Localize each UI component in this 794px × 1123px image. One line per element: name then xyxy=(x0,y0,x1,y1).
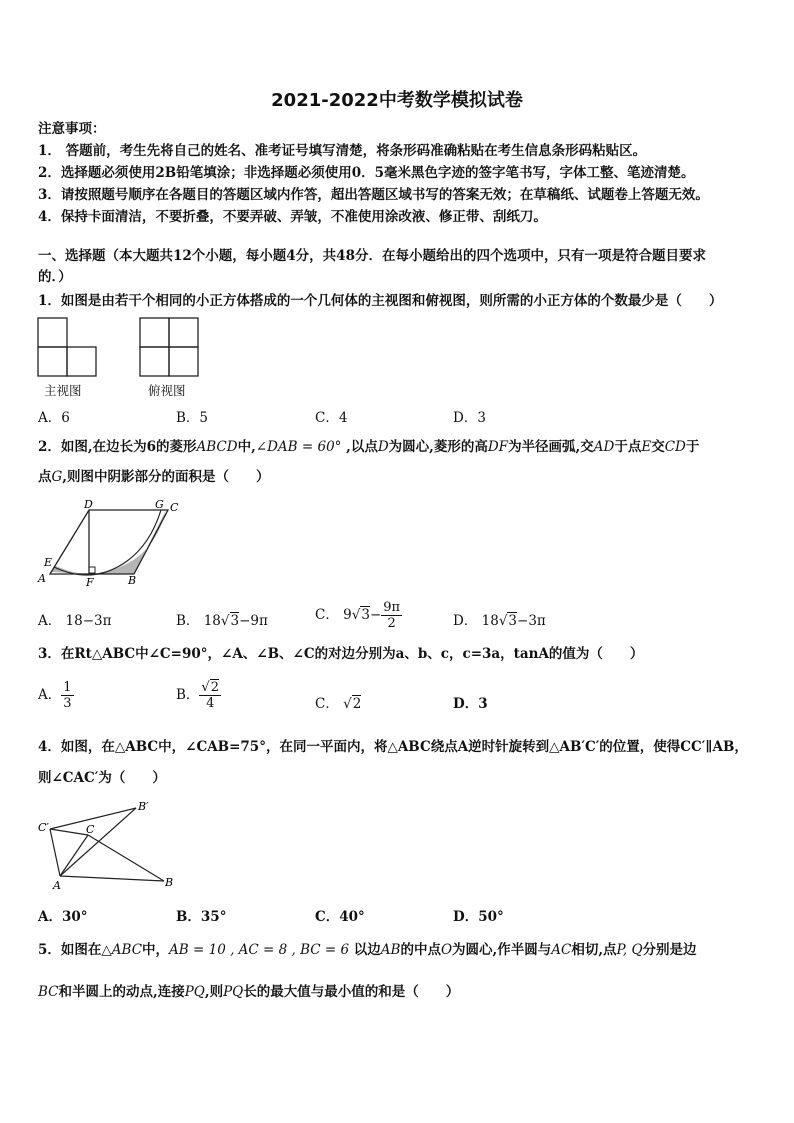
q2-option-a: A． 18−3π xyxy=(38,613,112,629)
q5-text-line1: 5．如图在△ABC中，AB = 10 , AC = 8 , BC = 6 以边AB的中点O为圆心,作半圆与AC相切,点P, Q分别是边 xyxy=(38,942,697,958)
q1-front-view-figure xyxy=(36,316,100,378)
q3-option-b: B． $\frac{√2}{4}$ xyxy=(176,680,219,711)
q1-top-view-label: 俯视图 xyxy=(148,383,186,398)
q3-option-a: A． $\frac{1}{3}$ xyxy=(38,680,72,711)
q4-option-d: D．50° xyxy=(453,909,504,925)
q4-label-a: A xyxy=(53,879,61,892)
q4-option-c: C．40° xyxy=(315,909,365,925)
q1-option-d: D．3 xyxy=(453,410,486,426)
q1-option-b: B．5 xyxy=(176,410,209,426)
q1-front-view-label: 主视图 xyxy=(44,383,82,398)
q2-option-b: B． 18√3−9π xyxy=(176,613,268,629)
q4-option-b: B．35° xyxy=(176,909,227,925)
q2-option-c: C． 9√3− $\frac{9\pi}{2}$ xyxy=(315,600,401,631)
q1-option-a: A．6 xyxy=(38,410,70,426)
q2-text-line2: 点G,则图中阴影部分的面积是（ ） xyxy=(38,469,270,485)
q2-label-g: G xyxy=(155,498,164,511)
q3-text: 3．在Rt△ABC中∠C=90°，∠A、∠B、∠C的对边分别为a、b、c，c=3a，tanA的值为（ ） xyxy=(38,646,644,662)
q4-label-c-prime: C′ xyxy=(38,821,49,834)
q2-label-d: D xyxy=(84,498,93,511)
q4-text-line2: 则∠CAC′为（ ） xyxy=(38,770,166,786)
q3-option-d: D．3 xyxy=(453,696,488,712)
q2-label-f: F xyxy=(86,576,94,589)
page-title: 2021-2022中考数学模拟试卷 xyxy=(271,90,523,111)
q2-shade-right xyxy=(90,510,166,574)
q2-text-line1: 2．如图,在边长为6的菱形ABCD中,∠DAB = 60° ,以点D为圆心,菱形的高DF为半径画弧,交AD于点E交CD于 xyxy=(38,439,700,455)
q4-label-c: C xyxy=(86,823,95,836)
note-item-1: 1． 答题前，考生先将自己的姓名、准考证号填写清楚，将条形码准确粘贴在考生信息条形码粘贴区。 xyxy=(38,143,647,159)
q2-label-a: A xyxy=(38,572,46,585)
q1-text: 1．如图是由若干个相同的小正方体搭成的一个几何体的主视图和俯视图，则所需的小正方体的个数最少是（ ） xyxy=(38,293,723,309)
q2-label-b: B xyxy=(128,574,137,587)
q4-text-line1: 4．如图，在△ABC中，∠CAB=75°，在同一平面内，将△ABC绕点A逆时针旋转到△AB′C′的位置，使得CC′∥AB， xyxy=(38,739,748,755)
note-item-3: 3．请按照题号顺序在各题目的答题区域内作答，超出答题区域书写的答案无效；在草稿纸、试题卷上答题无效。 xyxy=(38,187,709,203)
q1-top-view-figure xyxy=(138,316,202,378)
q3-option-c: C． √2 xyxy=(315,696,362,712)
q4-label-b-prime: B′ xyxy=(138,800,149,813)
q4-option-a: A．30° xyxy=(38,909,88,925)
q5-text-line2: BC和半圆上的动点,连接PQ,则PQ长的最大值与最小值的和是（ ） xyxy=(38,984,460,1000)
q4-label-b: B xyxy=(165,876,174,889)
q4-rotation-figure xyxy=(36,798,180,892)
q2-rhombus-figure xyxy=(36,498,186,590)
section-heading-line1: 一、选择题（本大题共12个小题，每小题4分，共48分．在每小题给出的四个选项中，只有一项是符合题目要求 xyxy=(38,248,706,264)
section-heading-line2: 的．） xyxy=(38,269,72,285)
q2-option-d: D． 18√3−3π xyxy=(453,613,546,629)
note-item-4: 4．保持卡面清洁，不要折叠，不要弄破、弄皱，不准使用涂改液、修正带、刮纸刀。 xyxy=(38,209,547,225)
q2-label-c: C xyxy=(170,501,179,514)
note-item-2: 2．选择题必须使用2B铅笔填涂；非选择题必须使用0．5毫米黑色字迹的签字笔书写，字体工整、笔迹清楚。 xyxy=(38,165,695,181)
notes-heading: 注意事项： xyxy=(38,121,106,137)
q2-label-e: E xyxy=(44,556,53,569)
q1-option-c: C．4 xyxy=(315,410,348,426)
